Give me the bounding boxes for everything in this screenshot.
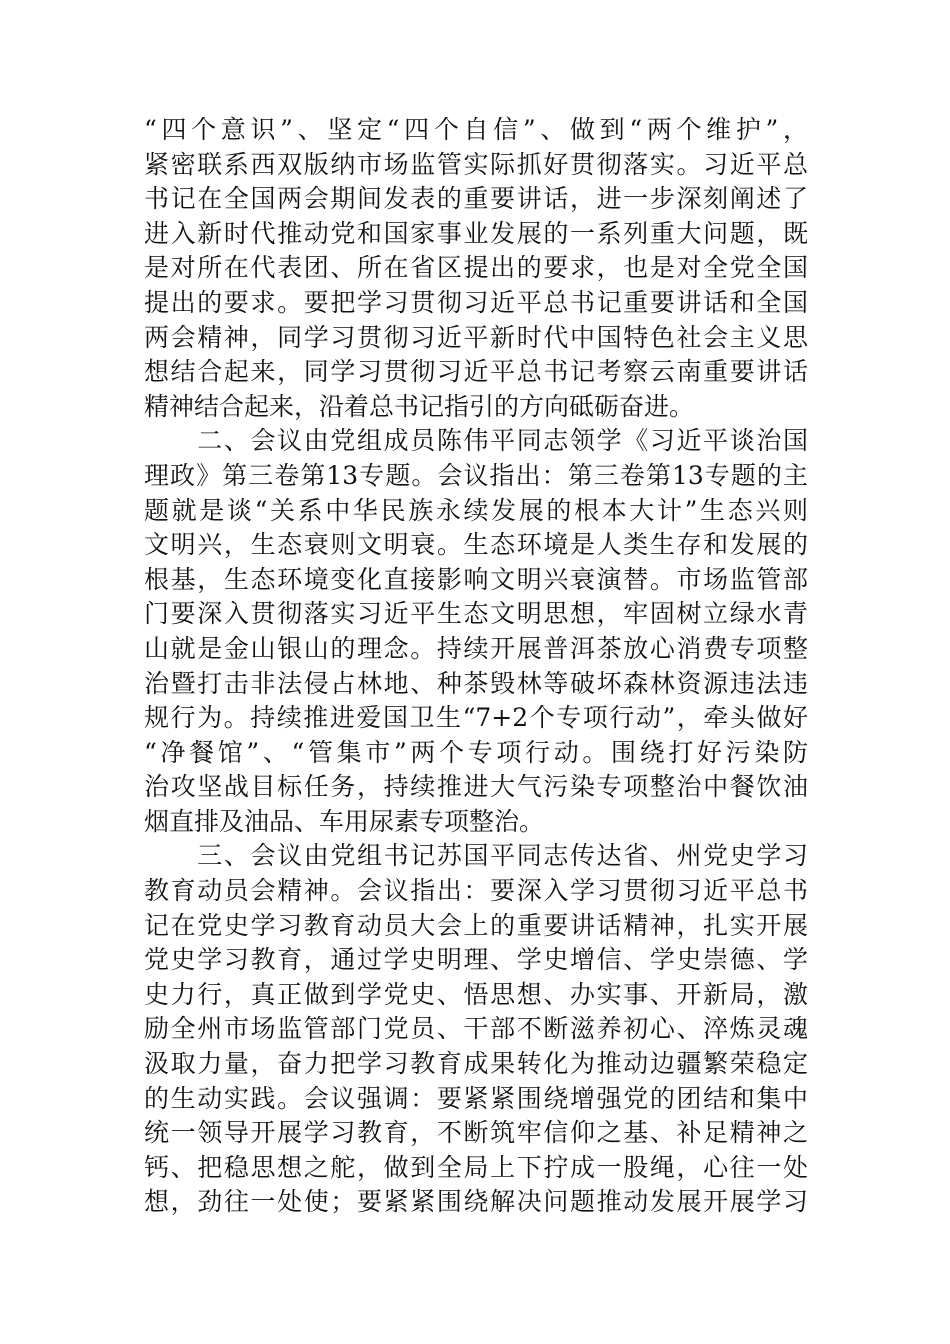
text-line: 汲取力量，奋力把学习教育成果转化为推动边疆繁荣稳定 — [144, 1049, 808, 1079]
text-line: 两会精神，同学习贯彻习近平新时代中国特色社会主义思 — [144, 322, 808, 352]
text-line: 书记在全国两会期间发表的重要讲话，进一步深刻阐述了 — [144, 184, 808, 214]
paragraph-end-line: 烟直排及油品、车用尿素专项整治。 — [144, 806, 545, 836]
text-line: 是对所在代表团、所在省区提出的要求，也是对全党全国 — [144, 253, 808, 283]
text-line: “四个意识”、坚定“四个自信”、做到“两个维护”， — [144, 115, 808, 144]
text-line: 题就是谈“关系中华民族永续发展的根本大计”生态兴则 — [144, 495, 808, 525]
text-line: 进入新时代推动党和国家事业发展的一系列重大问题，既 — [144, 218, 808, 248]
text-line: 提出的要求。要把学习贯彻习近平总书记重要讲话和全国 — [144, 287, 808, 317]
text-line: 紧密联系西双版纳市场监管实际抓好贯彻落实。习近平总 — [144, 149, 808, 179]
paragraph-start-line: 二、会议由党组成员陈伟平同志领学《习近平谈治国 — [144, 426, 808, 456]
text-line: 规行为。持续推进爱国卫生“7+2个专项行动”，牵头做好 — [144, 703, 808, 733]
text-line: 山就是金山银山的理念。持续开展普洱茶放心消费专项整 — [144, 633, 808, 663]
text-line: 钙、把稳思想之舵，做到全局上下拧成一股绳，心往一处 — [144, 1152, 808, 1182]
text-line: 门要深入贯彻落实习近平生态文明思想，牢固树立绿水青 — [144, 599, 808, 629]
document-body — [144, 113, 808, 1220]
text-line: 文明兴，生态衰则文明衰。生态环境是人类生存和发展的 — [144, 530, 808, 560]
paragraph-start-line: 三、会议由党组书记苏国平同志传达省、州党史学习 — [144, 841, 808, 871]
text-line: 想，劲往一处使；要紧紧围绕解决问题推动发展开展学习 — [144, 1187, 808, 1217]
text-line: 想结合起来，同学习贯彻习近平总书记考察云南重要讲话 — [144, 357, 808, 387]
text-line: 理政》第三卷第13专题。会议指出：第三卷第13专题的主 — [144, 460, 808, 490]
text-line: 统一领导开展学习教育，不断筑牢信仰之基、补足精神之 — [144, 1118, 808, 1148]
text-line: 党史学习教育，通过学史明理、学史增信、学史崇德、学 — [144, 945, 808, 975]
text-line: 的生动实践。会议强调：要紧紧围绕增强党的团结和集中 — [144, 1083, 808, 1113]
text-line: 治攻坚战目标任务，持续推进大气污染专项整治中餐饮油 — [144, 772, 808, 802]
text-line: 励全州市场监管部门党员、干部不断滋养初心、淬炼灵魂 — [144, 1014, 808, 1044]
text-line: 记在党史学习教育动员大会上的重要讲话精神，扎实开展 — [144, 910, 808, 940]
text-line: 治暨打击非法侵占林地、种茶毁林等破坏森林资源违法违 — [144, 668, 808, 698]
text-line: 教育动员会精神。会议指出：要深入学习贯彻习近平总书 — [144, 876, 808, 906]
text-line: 根基，生态环境变化直接影响文明兴衰演替。市场监管部 — [144, 564, 808, 594]
text-line: “净餐馆”、“管集市”两个专项行动。围绕打好污染防 — [144, 737, 808, 767]
text-line: 史力行，真正做到学党史、悟思想、办实事、开新局，激 — [144, 979, 808, 1009]
paragraph-end-line: 精神结合起来，沿着总书记指引的方向砥砺奋进。 — [144, 391, 695, 421]
